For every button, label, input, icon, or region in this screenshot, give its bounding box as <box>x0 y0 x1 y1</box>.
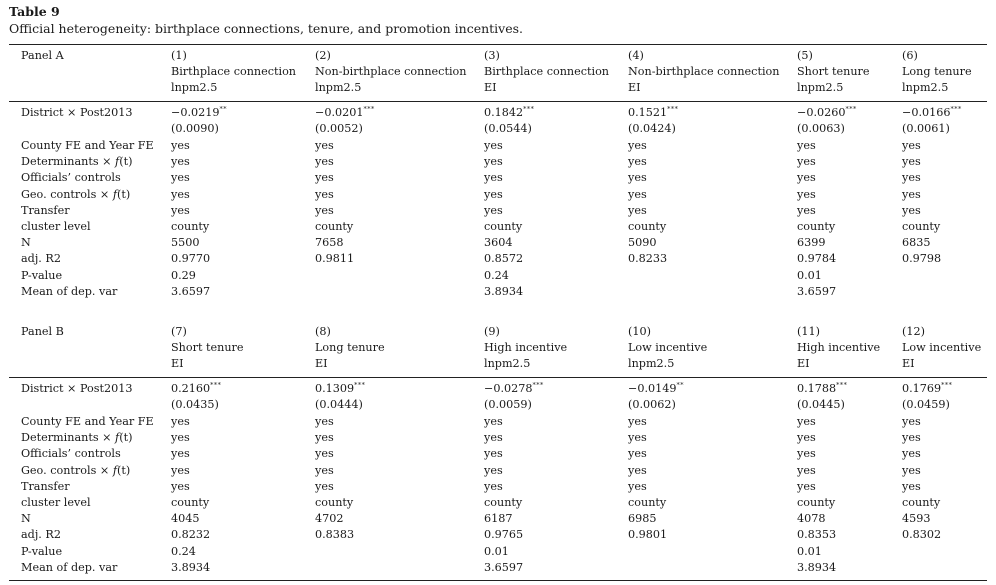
column-dependent-variable: EI <box>315 357 328 370</box>
cell-n: 6835 <box>902 236 931 249</box>
cell-geo: yes <box>797 464 816 477</box>
cell-transfer: yes <box>171 480 190 493</box>
column-number: (3) <box>484 49 500 62</box>
cell-cluster: county <box>902 220 941 233</box>
cell-fe: yes <box>315 415 334 428</box>
cell-transfer: yes <box>484 204 503 217</box>
significance-stars: *** <box>363 105 375 113</box>
cell-cluster: county <box>797 496 836 509</box>
cell-se: (0.0059) <box>484 398 532 411</box>
cell-se: (0.0052) <box>315 122 363 135</box>
cell-pvalue: 0.01 <box>797 269 822 282</box>
cell-det: yes <box>628 431 647 444</box>
column-number: (10) <box>628 325 651 338</box>
column-number: (5) <box>797 49 813 62</box>
cell-n: 3604 <box>484 236 513 249</box>
coefficient-value: −0.0166 <box>902 106 951 119</box>
cell-adjr2: 0.8302 <box>902 528 942 541</box>
cell-cluster: county <box>797 220 836 233</box>
row-label-n: N <box>21 512 31 525</box>
column-group: Low incentive <box>902 341 982 354</box>
row-label-cluster: cluster level <box>21 220 91 233</box>
row-label-geo: Geo. controls × f(t) <box>21 464 131 477</box>
cell-se: (0.0424) <box>628 122 676 135</box>
cell-transfer: yes <box>902 204 921 217</box>
row-label-mean: Mean of dep. var <box>21 561 118 574</box>
coefficient-value: 0.1769 <box>902 382 942 395</box>
row-label-county_fe: County FE and Year FE <box>21 139 154 152</box>
panel-a-header-rule <box>9 101 987 102</box>
coefficient-value: 0.1842 <box>484 106 524 119</box>
row-label-mean: Mean of dep. var <box>21 285 118 298</box>
coefficient-value: 0.1521 <box>628 106 668 119</box>
cell-mean: 3.6597 <box>484 561 524 574</box>
column-number: (4) <box>628 49 644 62</box>
column-group: Birthplace connection <box>171 65 297 78</box>
cell-adjr2: 0.8572 <box>484 252 524 265</box>
cell-adjr2: 0.9801 <box>628 528 668 541</box>
cell-geo: yes <box>628 188 647 201</box>
column-dependent-variable: EI <box>628 81 641 94</box>
column-number: (7) <box>171 325 187 338</box>
coefficient <box>484 105 534 121</box>
cell-adjr2: 0.9811 <box>315 252 355 265</box>
cell-off: yes <box>902 171 921 184</box>
top-rule <box>9 44 987 45</box>
row-label-officials: Officials’ controls <box>21 171 121 184</box>
column-dependent-variable: lnpm2.5 <box>797 81 844 94</box>
cell-fe: yes <box>797 139 816 152</box>
cell-fe: yes <box>315 139 334 152</box>
cell-transfer: yes <box>315 204 334 217</box>
cell-det: yes <box>484 431 503 444</box>
cell-transfer: yes <box>171 204 190 217</box>
column-dependent-variable: lnpm2.5 <box>171 81 218 94</box>
cell-off: yes <box>484 447 503 460</box>
cell-se: (0.0435) <box>171 398 219 411</box>
column-dependent-variable: EI <box>171 357 184 370</box>
cell-off: yes <box>797 171 816 184</box>
coefficient-value: −0.0278 <box>484 382 533 395</box>
bottom-rule <box>9 580 987 581</box>
cell-det: yes <box>171 431 190 444</box>
row-label-geo: Geo. controls × f(t) <box>21 188 131 201</box>
coefficient-value: 0.1788 <box>797 382 837 395</box>
column-group: High incentive <box>797 341 881 354</box>
cell-se: (0.0063) <box>797 122 845 135</box>
cell-geo: yes <box>484 464 503 477</box>
cell-off: yes <box>484 171 503 184</box>
cell-cluster: county <box>484 496 523 509</box>
significance-stars: ** <box>219 105 228 113</box>
cell-pvalue: 0.29 <box>171 269 196 282</box>
row-label-determinants: Determinants × f(t) <box>21 431 133 444</box>
column-number: (11) <box>797 325 820 338</box>
cell-off: yes <box>797 447 816 460</box>
cell-det: yes <box>315 155 334 168</box>
cell-off: yes <box>902 447 921 460</box>
cell-n: 4078 <box>797 512 826 525</box>
cell-transfer: yes <box>628 204 647 217</box>
cell-fe: yes <box>171 139 190 152</box>
coefficient-value: −0.0149 <box>628 382 677 395</box>
cell-adjr2: 0.9765 <box>484 528 524 541</box>
coefficient-value: 0.2160 <box>171 382 211 395</box>
cell-fe: yes <box>902 415 921 428</box>
cell-n: 7658 <box>315 236 344 249</box>
significance-stars: *** <box>667 105 679 113</box>
significance-stars: *** <box>354 381 366 389</box>
row-label-transfer: Transfer <box>21 204 70 217</box>
cell-mean: 3.6597 <box>171 285 211 298</box>
cell-off: yes <box>315 171 334 184</box>
panel-label: Panel B <box>21 325 64 338</box>
column-dependent-variable: EI <box>902 357 915 370</box>
column-number: (6) <box>902 49 918 62</box>
significance-stars: *** <box>210 381 222 389</box>
table-label: Table 9 <box>9 4 60 19</box>
cell-mean: 3.8934 <box>171 561 211 574</box>
significance-stars: ** <box>676 381 685 389</box>
cell-pvalue: 0.24 <box>484 269 509 282</box>
cell-adjr2: 0.9770 <box>171 252 211 265</box>
cell-det: yes <box>628 155 647 168</box>
coefficient-value: 0.1309 <box>315 382 355 395</box>
cell-n: 6399 <box>797 236 826 249</box>
coefficient <box>171 381 221 397</box>
column-dependent-variable: lnpm2.5 <box>484 357 531 370</box>
cell-se: (0.0459) <box>902 398 950 411</box>
cell-fe: yes <box>484 415 503 428</box>
cell-se: (0.0445) <box>797 398 845 411</box>
coefficient-value: −0.0260 <box>797 106 846 119</box>
panel-label: Panel A <box>21 49 64 62</box>
coefficient <box>902 381 952 397</box>
cell-cluster: county <box>315 220 354 233</box>
cell-cluster: county <box>171 220 210 233</box>
cell-geo: yes <box>315 464 334 477</box>
cell-fe: yes <box>628 415 647 428</box>
cell-fe: yes <box>902 139 921 152</box>
cell-transfer: yes <box>628 480 647 493</box>
coefficient <box>902 105 962 121</box>
row-label-transfer: Transfer <box>21 480 70 493</box>
column-dependent-variable: EI <box>797 357 810 370</box>
cell-se: (0.0090) <box>171 122 219 135</box>
cell-n: 6985 <box>628 512 657 525</box>
column-dependent-variable: lnpm2.5 <box>628 357 675 370</box>
cell-geo: yes <box>797 188 816 201</box>
row-label-pvalue: P-value <box>21 269 63 282</box>
cell-off: yes <box>171 447 190 460</box>
row-label-officials: Officials’ controls <box>21 447 121 460</box>
column-number: (1) <box>171 49 187 62</box>
coefficient <box>628 381 684 397</box>
cell-n: 5500 <box>171 236 200 249</box>
cell-geo: yes <box>484 188 503 201</box>
coefficient-value: −0.0201 <box>315 106 364 119</box>
cell-transfer: yes <box>902 480 921 493</box>
coefficient <box>628 105 678 121</box>
significance-stars: *** <box>950 105 962 113</box>
column-group: Short tenure <box>797 65 870 78</box>
cell-se: (0.0061) <box>902 122 950 135</box>
column-group: Low incentive <box>628 341 708 354</box>
cell-fe: yes <box>628 139 647 152</box>
cell-cluster: county <box>484 220 523 233</box>
cell-det: yes <box>315 431 334 444</box>
coefficient <box>315 105 375 121</box>
coefficient-value: −0.0219 <box>171 106 220 119</box>
row-label-coef: District × Post2013 <box>21 382 133 395</box>
cell-mean: 3.8934 <box>797 561 837 574</box>
row-label-coef: District × Post2013 <box>21 106 133 119</box>
cell-geo: yes <box>902 188 921 201</box>
significance-stars: *** <box>532 381 544 389</box>
cell-geo: yes <box>171 188 190 201</box>
cell-pvalue: 0.01 <box>484 545 509 558</box>
column-number: (2) <box>315 49 331 62</box>
cell-pvalue: 0.01 <box>797 545 822 558</box>
cell-cluster: county <box>628 496 667 509</box>
cell-cluster: county <box>315 496 354 509</box>
significance-stars: *** <box>941 381 953 389</box>
column-group: Long tenure <box>902 65 972 78</box>
cell-det: yes <box>902 431 921 444</box>
cell-mean: 3.6597 <box>797 285 837 298</box>
column-number: (9) <box>484 325 500 338</box>
significance-stars: *** <box>523 105 535 113</box>
row-label-adjr2: adj. R2 <box>21 252 61 265</box>
row-label-county_fe: County FE and Year FE <box>21 415 154 428</box>
significance-stars: *** <box>836 381 848 389</box>
cell-det: yes <box>171 155 190 168</box>
cell-adjr2: 0.8232 <box>171 528 211 541</box>
cell-fe: yes <box>797 415 816 428</box>
column-group: Non-birthplace connection <box>628 65 780 78</box>
cell-transfer: yes <box>315 480 334 493</box>
table-caption <box>9 4 523 37</box>
cell-fe: yes <box>484 139 503 152</box>
cell-adjr2: 0.9798 <box>902 252 942 265</box>
column-number: (12) <box>902 325 925 338</box>
cell-det: yes <box>797 431 816 444</box>
cell-geo: yes <box>315 188 334 201</box>
cell-pvalue: 0.24 <box>171 545 196 558</box>
cell-off: yes <box>171 171 190 184</box>
cell-n: 6187 <box>484 512 513 525</box>
column-number: (8) <box>315 325 331 338</box>
cell-off: yes <box>628 447 647 460</box>
coefficient <box>315 381 365 397</box>
row-label-n: N <box>21 236 31 249</box>
cell-n: 4702 <box>315 512 344 525</box>
coefficient <box>797 105 857 121</box>
cell-adjr2: 0.8233 <box>628 252 668 265</box>
column-group: High incentive <box>484 341 568 354</box>
row-label-adjr2: adj. R2 <box>21 528 61 541</box>
cell-adjr2: 0.9784 <box>797 252 837 265</box>
row-label-determinants: Determinants × f(t) <box>21 155 133 168</box>
cell-transfer: yes <box>484 480 503 493</box>
cell-adjr2: 0.8383 <box>315 528 355 541</box>
cell-adjr2: 0.8353 <box>797 528 837 541</box>
cell-off: yes <box>315 447 334 460</box>
column-dependent-variable: lnpm2.5 <box>315 81 362 94</box>
coefficient <box>797 381 847 397</box>
cell-cluster: county <box>902 496 941 509</box>
cell-se: (0.0444) <box>315 398 363 411</box>
cell-se: (0.0062) <box>628 398 676 411</box>
column-group: Short tenure <box>171 341 244 354</box>
cell-n: 4593 <box>902 512 931 525</box>
cell-n: 5090 <box>628 236 657 249</box>
row-label-cluster: cluster level <box>21 496 91 509</box>
cell-geo: yes <box>628 464 647 477</box>
row-label-pvalue: P-value <box>21 545 63 558</box>
cell-cluster: county <box>171 496 210 509</box>
significance-stars: *** <box>845 105 857 113</box>
panel-b-header-rule <box>9 377 987 378</box>
column-group: Birthplace connection <box>484 65 610 78</box>
coefficient <box>484 381 544 397</box>
cell-se: (0.0544) <box>484 122 532 135</box>
cell-geo: yes <box>902 464 921 477</box>
cell-det: yes <box>484 155 503 168</box>
cell-transfer: yes <box>797 204 816 217</box>
cell-det: yes <box>797 155 816 168</box>
coefficient <box>171 105 227 121</box>
cell-det: yes <box>902 155 921 168</box>
column-dependent-variable: EI <box>484 81 497 94</box>
cell-n: 4045 <box>171 512 200 525</box>
cell-cluster: county <box>628 220 667 233</box>
cell-transfer: yes <box>797 480 816 493</box>
cell-off: yes <box>628 171 647 184</box>
column-dependent-variable: lnpm2.5 <box>902 81 949 94</box>
cell-mean: 3.8934 <box>484 285 524 298</box>
column-group: Long tenure <box>315 341 385 354</box>
table-title: Official heterogeneity: birthplace connections, tenure, and promotion incentives. <box>9 21 524 36</box>
cell-geo: yes <box>171 464 190 477</box>
cell-fe: yes <box>171 415 190 428</box>
column-group: Non-birthplace connection <box>315 65 467 78</box>
